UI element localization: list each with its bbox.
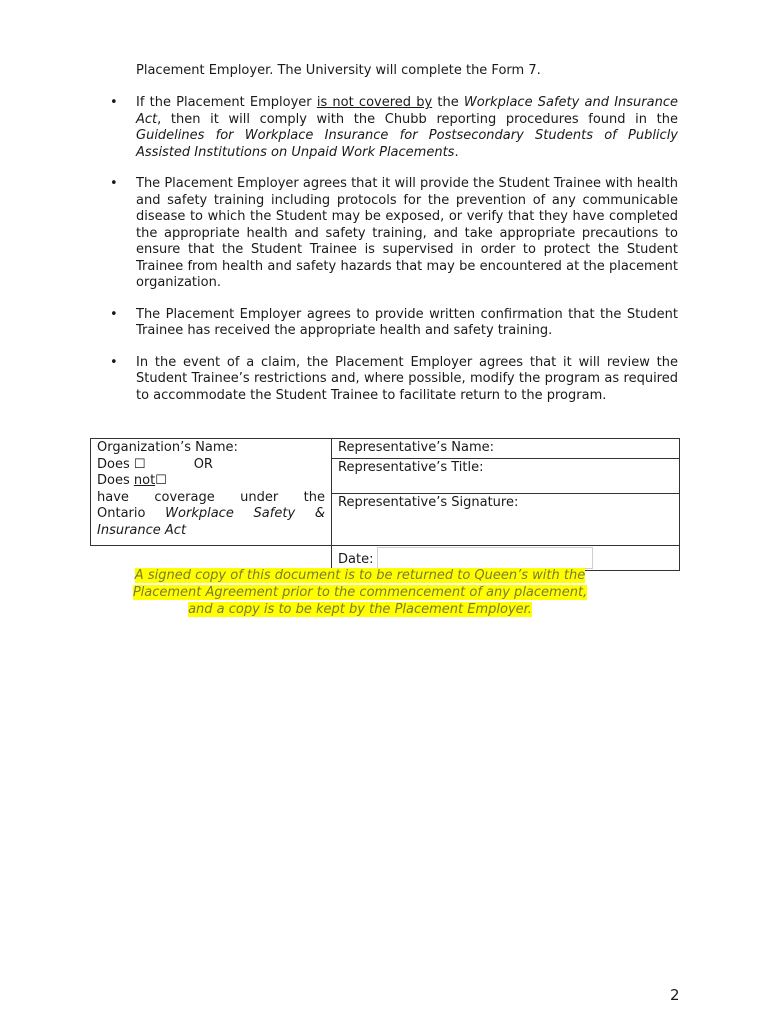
conditions-list [110, 95, 678, 419]
continuation-paragraph: Placement Employer. The University will complete the Form 7. [136, 63, 541, 78]
date-field[interactable] [377, 547, 593, 569]
list-item: • In the event of a claim, the Placement Employer agrees that it will review the Student Trainee’s restrictions and, where possible, modify the program as required to accommodate the Student Trainee to facilitate return to the program. [110, 354, 678, 403]
date-label: Date: [338, 551, 374, 567]
does-checkbox[interactable]: ☐ [133, 456, 146, 472]
rep-signature-cell[interactable] [332, 493, 680, 545]
organization-cell [91, 439, 332, 546]
does-not-checkbox[interactable]: ☐ [155, 473, 167, 488]
coverage-act-line-2: Insurance Act [97, 522, 187, 538]
bullet-icon: • [110, 306, 118, 322]
not-covered-phrase: is not covered by [316, 95, 433, 110]
act-title: Workplace Safety and Insurance Act [136, 95, 678, 127]
rep-signature-label: Representative’s Signature: [338, 494, 519, 510]
bullet-icon: • [110, 176, 118, 191]
guidelines-title: Guidelines for Workplace Insurance for Postsecondary Students of Publicly Assisted Institutions on Unpaid Work Placements [136, 128, 678, 160]
list-item: • The Placement Employer agrees to provide written confirmation that the Student Trainee has received the appropriate health and safety training. [110, 306, 678, 338]
or-label: OR [193, 456, 213, 472]
signature-form-table [90, 438, 680, 571]
list-item: • If the Placement Employer is not covered by the Workplace Safety and Insurance Act, then it will comply with the Chubb reporting procedures found in the Guidelines for Workplace Insurance for Postsecondary Students of Publicly Assisted Institutions on Unpaid Work Placements. [110, 95, 678, 160]
rep-name-cell[interactable] [332, 439, 680, 459]
rep-title-cell[interactable] [332, 458, 680, 493]
coverage-act-line: Ontario Workplace Safety & [97, 506, 325, 521]
page-number: 2 [670, 986, 680, 1004]
org-name-label: Organization’s Name: [97, 440, 238, 455]
coverage-line: have coverage under the [97, 489, 325, 505]
bullet-icon: • [110, 95, 118, 110]
does-not-row: Does not☐ [97, 473, 167, 488]
bullet-icon: • [110, 354, 118, 370]
rep-title-label: Representative’s Title: [338, 459, 484, 475]
list-item: • The Placement Employer agrees that it will provide the Student Trainee with health and safety training including protocols for the prevention of any communicable disease to which the Student may be exposed, or verify that they have completed the appropriate health and safety training, and take appropriate precautions to ensure that the Student Trainee is supervised in order to protect the Student Trainee from health and safety hazards that may be encountered at the placement organization. [110, 176, 678, 290]
return-instructions-note: A signed copy of this document is to be returned to Queen’s with the Placement Agreement prior to the commencement of any placement, and a copy is to be kept by the Placement Employer. [132, 568, 588, 617]
rep-name-label: Representative’s Name: [338, 440, 494, 455]
does-row: Does ☐ OR [97, 456, 213, 472]
